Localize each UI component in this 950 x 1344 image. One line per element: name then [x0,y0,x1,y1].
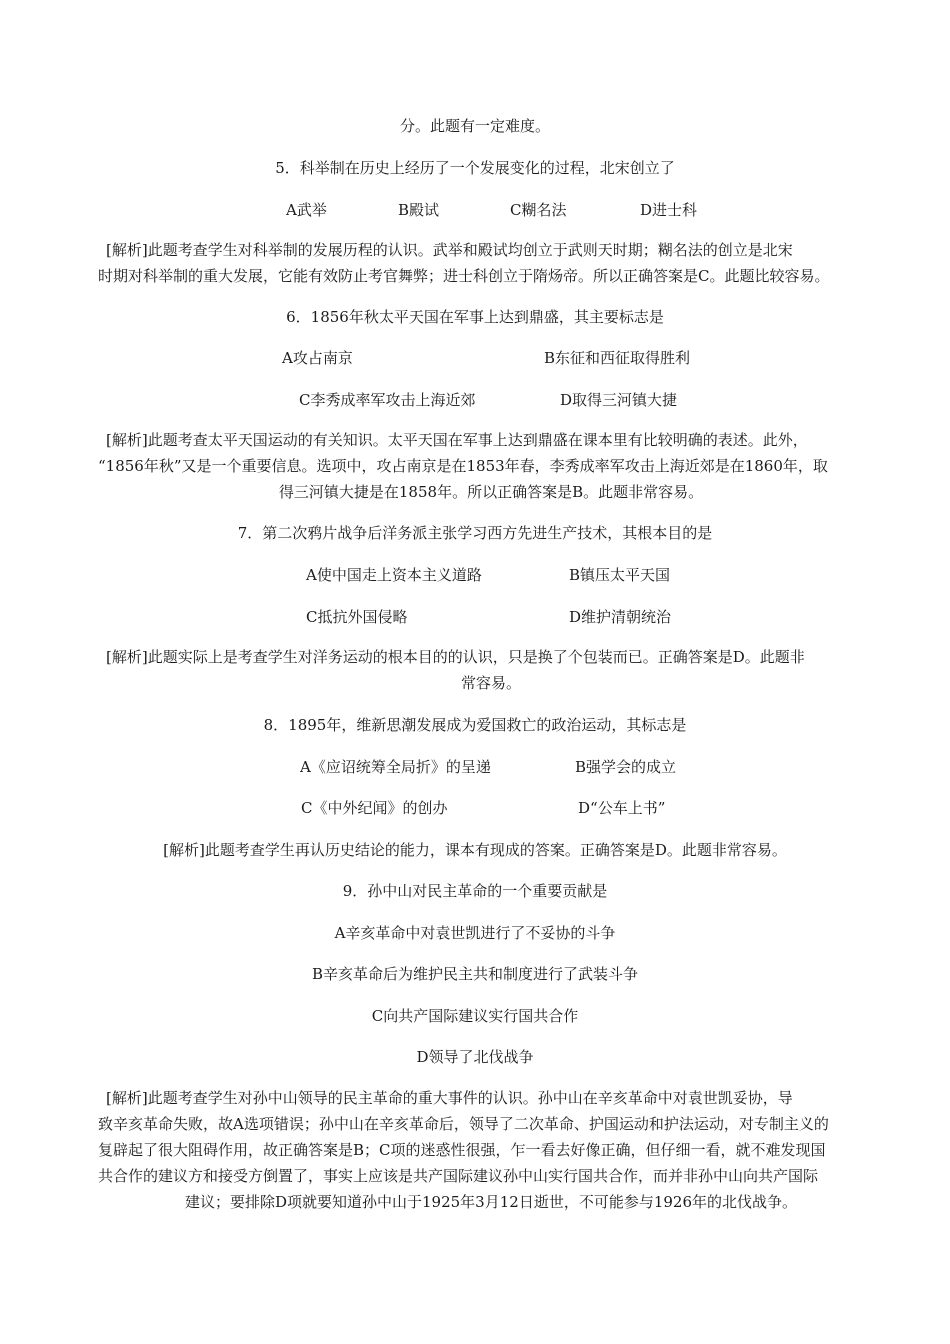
analysis-line: 时期对科举制的重大发展，它能有效防止考官舞弊；进士科创立于隋炀帝。所以正确答案是C。此题比较容易。 [98,267,830,285]
question-8-option-c: C《中外纪闻》的创办 [301,799,448,817]
question-6-option-c: C李秀成率军攻击上海近郊 [299,391,476,409]
analysis-line: 复辟起了很大阻碍作用，故正确答案是B；C项的迷惑性很强，乍一看去好像正确，但仔细一看，就不难发现国 [98,1141,826,1159]
question-6-option-d: D取得三河镇大捷 [560,391,678,409]
question-6-option-b: B东征和西征取得胜利 [544,349,691,367]
question-8-option-a: A《应诏统筹全局折》的呈递 [300,758,491,776]
question-7-stem: 7．第二次鸦片战争后洋务派主张学习西方先进生产技术，其根本目的是 [237,524,713,542]
analysis-line: 建议；要排除D项就要知道孙中山于1925年3月12日逝世，不可能参与1926年的北伐战争。 [184,1193,797,1211]
question-7-option-a: A使中国走上资本主义道路 [306,566,482,584]
question-7-option-d: D维护清朝统治 [569,608,672,626]
question-7-analysis [98,644,884,696]
analysis-line: [解析]此题考查太平天国运动的有关知识。太平天国在军事上达到鼎盛在课本里有比较明确的表述。此外， [106,431,808,449]
question-8-option-d: D“公车上书” [578,799,666,817]
question-5-option-b: B殿试 [398,201,440,219]
question-9-analysis [98,1085,884,1215]
question-7-option-c: C抵抗外国侵略 [306,608,408,626]
question-6-stem: 6．1856年秋太平天国在军事上达到鼎盛，其主要标志是 [286,308,664,326]
question-9-option-a: A辛亥革命中对袁世凯进行了不妥协的斗争 [334,924,616,942]
question-9-option-b: B辛亥革命后为维护民主共和制度进行了武装斗争 [311,965,639,983]
question-7-option-b: B镇压太平天国 [569,566,671,584]
intro-tail-text: 分。此题有一定难度。 [399,117,550,135]
question-5-option-c: C糊名法 [510,201,567,219]
question-9-option-d: D领导了北伐战争 [416,1048,534,1066]
question-8-stem: 8．1895年，维新思潮发展成为爱国救亡的政治运动，其标志是 [263,716,687,734]
question-9-option-c: C向共产国际建议实行国共合作 [371,1007,579,1025]
analysis-line: 常容易。 [460,674,521,692]
analysis-line: [解析]此题考查学生对科举制的发展历程的认识。武举和殿试均创立于武则天时期；糊名法的创立是北宋 [106,241,793,259]
question-6-option-a: A攻占南京 [282,349,353,367]
analysis-line: “1856年秋”又是一个重要信息。选项中，攻占南京是在1853年春，李秀成率军攻击上海近郊是在1860年，取 [98,457,828,475]
question-8-analysis: [解析]此题考查学生再认历史结论的能力，课本有现成的答案。正确答案是D。此题非常容易。 [163,841,787,859]
question-5-analysis [98,237,884,289]
question-8-option-b: B强学会的成立 [575,758,677,776]
question-5-stem: 5．科举制在历史上经历了一个发展变化的过程，北宋创立了 [275,159,675,177]
analysis-line: [解析]此题考查学生对孙中山领导的民主革命的重大事件的认识。孙中山在辛亥革命中对袁世凯妥协，导 [106,1089,793,1107]
analysis-line: 得三河镇大捷是在1858年。所以正确答案是B。此题非常容易。 [278,483,704,501]
analysis-line: [解析]此题实际上是考查学生对洋务运动的根本目的的认识，只是换了个包装而已。正确答案是D。此题非 [106,648,805,666]
analysis-line: 致辛亥革命失败，故A选项错误；孙中山在辛亥革命后，领导了二次革命、护国运动和护法运动，对专制主义的 [98,1115,829,1133]
question-9-stem: 9．孙中山对民主革命的一个重要贡献是 [342,882,608,900]
question-5-option-a: A武举 [286,201,327,219]
question-6-analysis [98,427,884,505]
question-5-option-d: D进士科 [640,201,698,219]
analysis-line: 共合作的建议方和接受方倒置了，事实上应该是共产国际建议孙中山实行国共合作，而并非孙中山向共产国际 [98,1167,819,1185]
